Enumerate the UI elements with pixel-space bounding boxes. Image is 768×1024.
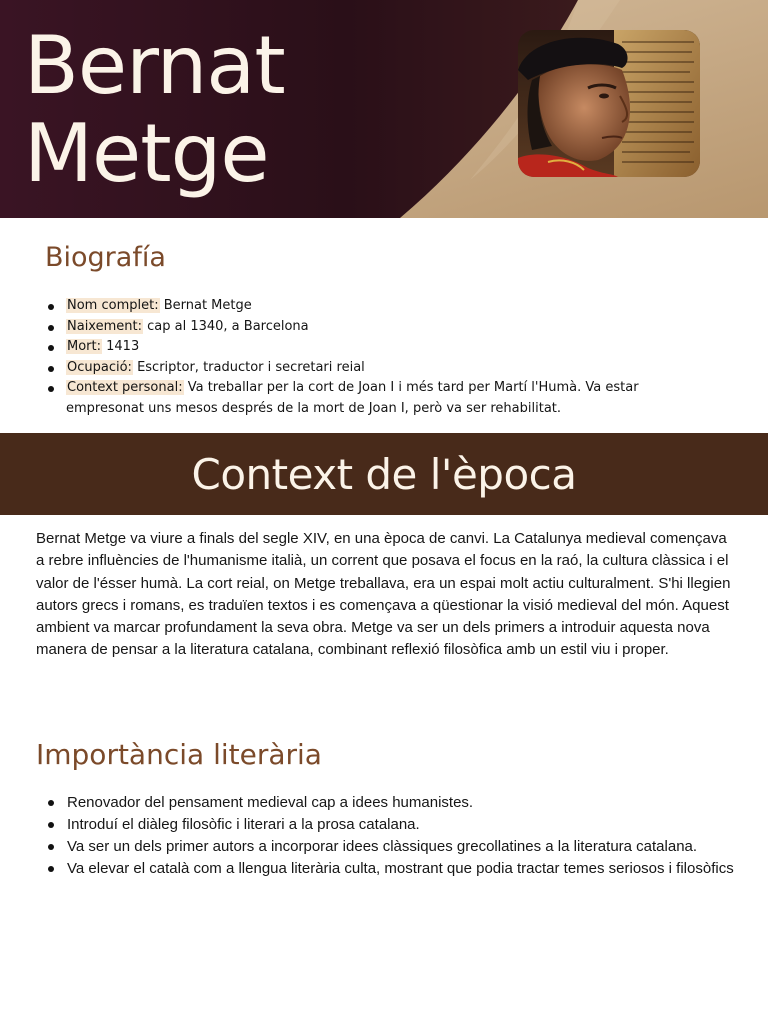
list-item: Va ser un dels primer autors a incorporar idees clàssiques grecollatines a la literatura catalana. [48,836,748,858]
list-item [48,296,688,317]
biography-heading: Biografía [45,242,166,273]
bio-label: Ocupació: [67,359,132,375]
list-item: Renovador del pensament medieval cap a idees humanistes. [48,792,748,814]
list-item [48,337,688,358]
importance-list [48,792,748,880]
biography-list [48,296,688,419]
context-banner [0,433,768,515]
context-paragraph: Bernat Metge va viure a finals del segle XIV, en una època de canvi. La Catalunya medieval començava a rebre influències de l'humanisme italià, un corrent que posava el focus en la raó, la cultura clàssica i el valor de l'ésser humà. La cort reial, on Metge treballava, era un espai molt actiu culturalment. S'hi llegien autors grecs i romans, es traduïen textos i es començava a qüestionar la visió medieval del món. Aquest ambient va marcar profundament la seva obra. Metge va ser un dels primers a introduir aquesta nova manera de pensar a la literatura catalana, combinant reflexió filosòfica amb un estil viu i proper. [36,530,731,659]
title-line-2: Metge [24,107,269,200]
context-heading: Context de l'època [191,449,577,499]
bio-label: Nom complet: [67,298,159,313]
bio-value: Bernat Metge [159,298,252,313]
bio-value: Va treballar per la cort de Joan I i més tard per Martí l'Humà. Va estar empresonat uns mesos després de la mort de Joan I, però va ser rehabilitat. [66,380,639,416]
portrait-image [518,30,700,177]
title-line-1: Bernat [24,19,285,112]
list-item: Va elevar el català com a llengua literària culta, mostrant que podia tractar temes seriosos i filosòfics [48,858,748,880]
list-item [48,358,688,379]
importance-heading: Importància literària [36,738,322,771]
biography-section [0,218,768,433]
bio-value: cap al 1340, a Barcelona [142,318,309,334]
portrait-illustration [518,30,700,177]
list-item [48,378,688,419]
page-title [24,19,285,200]
bio-label: Mort: [67,339,101,354]
bio-value: 1413 [102,339,140,354]
list-item [48,317,688,338]
bio-label: Naixement: [67,318,142,334]
bio-value: Escriptor, traductor i secretari reial [132,359,365,375]
list-item: Introduí el diàleg filosòfic i literari a la prosa catalana. [48,814,748,836]
hero-header [0,0,768,218]
bio-label: Context personal: [67,380,183,395]
